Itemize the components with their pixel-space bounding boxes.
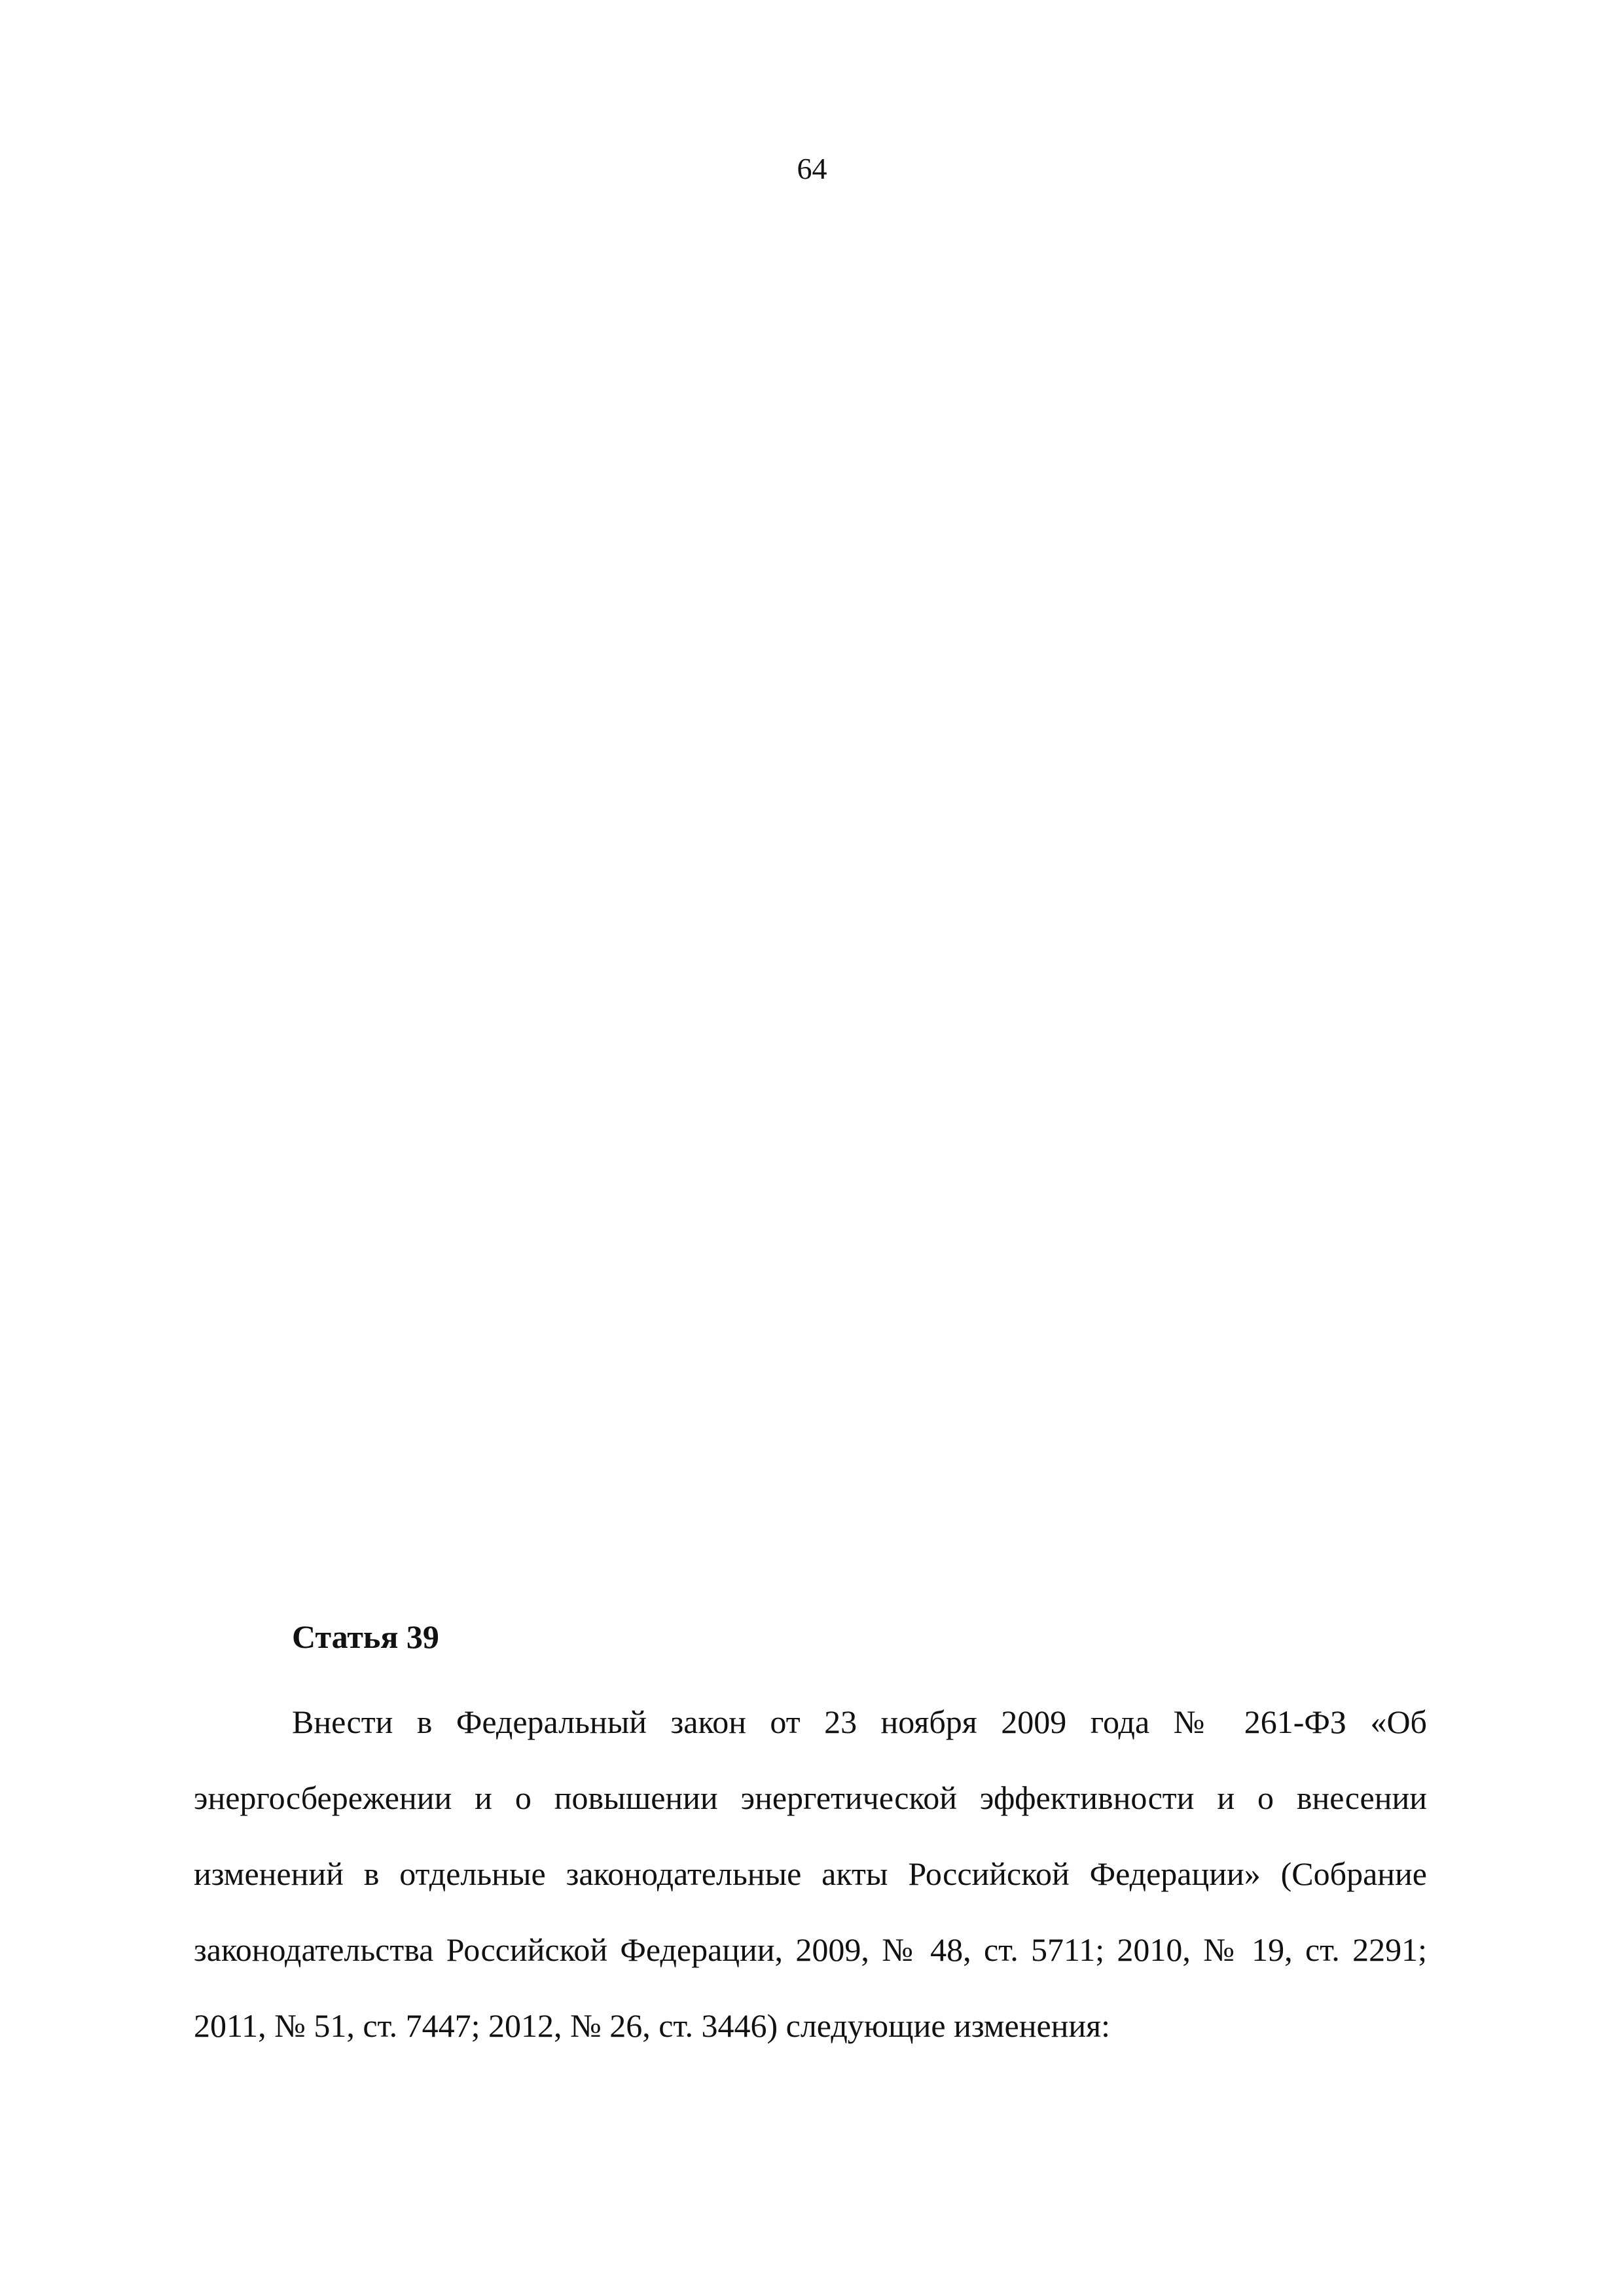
page-number: 64 (797, 152, 827, 185)
article-body-paragraph: Внести в Федеральный закон от 23 ноября 2009 года № 261-ФЗ «Об энергосбережении и о повышении энергетической эффективности и о внесении изменений в отдельные законодательные акты Российской Федерации» (Собрание законодательства Российской Федерации, 2009, № 48, ст. 5711; 2010, № 19, ст. 2291; 2011, № 51, ст. 7447; 2012, № 26, ст. 3446) следующие изменения: (194, 1704, 1427, 2044)
article-section (194, 1611, 1427, 2064)
article-heading: Статья 39 (292, 1618, 439, 1655)
